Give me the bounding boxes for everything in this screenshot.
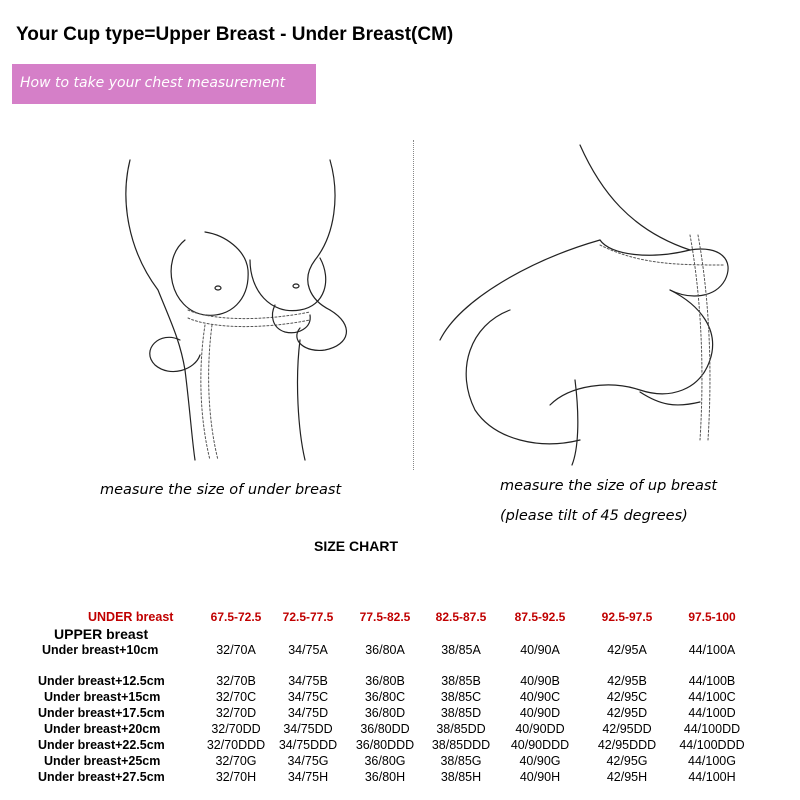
size-cell: 34/75B [288, 674, 328, 688]
size-cell: 32/70A [216, 643, 256, 657]
size-cell: 40/90DDD [510, 738, 570, 752]
under-breast-range-header: 87.5-92.5 [514, 610, 566, 624]
size-cell: 34/75A [288, 643, 328, 657]
size-cell: 36/80DDD [355, 738, 415, 752]
size-cell: 44/100B [688, 674, 736, 688]
size-cell: 36/80D [364, 706, 406, 720]
size-cell: 38/85B [441, 674, 481, 688]
size-cell: 38/85H [440, 770, 482, 784]
size-row-label: Under breast+27.5cm [38, 770, 165, 784]
under-breast-caption: measure the size of under breast [100, 482, 342, 498]
size-cell: 34/75C [287, 690, 329, 704]
banner-text: How to take your chest measurement [20, 75, 286, 91]
size-cell: 42/95D [606, 706, 648, 720]
size-cell: 32/70B [216, 674, 256, 688]
size-cell: 38/85G [440, 754, 482, 768]
size-cell: 42/95DDD [597, 738, 657, 752]
size-cell: 40/90H [519, 770, 561, 784]
size-cell: 32/70DDD [206, 738, 266, 752]
size-row-label: Under breast+20cm [44, 722, 161, 736]
size-cell: 40/90A [520, 643, 560, 657]
size-cell: 44/100D [688, 706, 736, 720]
size-cell: 32/70H [215, 770, 257, 784]
size-cell: 42/95G [606, 754, 648, 768]
size-cell: 44/100C [688, 690, 736, 704]
under-breast-measurement-illustration [100, 140, 380, 470]
size-cell: 34/75DD [283, 722, 333, 736]
size-cell: 32/70D [215, 706, 257, 720]
under-breast-range-header: 72.5-77.5 [282, 610, 334, 624]
size-cell: 34/75H [287, 770, 329, 784]
size-cell: 40/90C [519, 690, 561, 704]
size-row-label: Under breast+25cm [44, 754, 161, 768]
upper-breast-measurement-illustration [400, 140, 760, 470]
size-cell: 34/75D [287, 706, 329, 720]
size-chart-title: SIZE CHART [314, 538, 398, 554]
size-cell: 42/95DD [602, 722, 652, 736]
size-cell: 42/95A [607, 643, 647, 657]
under-breast-range-header: 67.5-72.5 [210, 610, 262, 624]
size-cell: 38/85DD [436, 722, 486, 736]
size-cell: 42/95B [607, 674, 647, 688]
page-title: Your Cup type=Upper Breast - Under Breast(CM) [16, 24, 454, 45]
size-cell: 42/95C [606, 690, 648, 704]
size-cell: 38/85DDD [431, 738, 491, 752]
size-cell: 36/80C [364, 690, 406, 704]
size-cell: 44/100DD [683, 722, 741, 736]
size-cell: 32/70G [215, 754, 257, 768]
size-cell: 36/80DD [360, 722, 410, 736]
size-cell: 36/80A [365, 643, 405, 657]
size-row-label: Under breast+22.5cm [38, 738, 165, 752]
size-row-label: Under breast+12.5cm [38, 674, 165, 688]
size-cell: 40/90DD [515, 722, 565, 736]
size-cell: 40/90G [519, 754, 561, 768]
size-cell: 32/70DD [211, 722, 261, 736]
size-cell: 40/90B [520, 674, 560, 688]
size-row-label: Under breast+17.5cm [38, 706, 165, 720]
size-cell: 32/70C [215, 690, 257, 704]
size-cell: 36/80H [364, 770, 406, 784]
size-cell: 36/80B [365, 674, 405, 688]
size-cell: 44/100A [688, 643, 736, 657]
size-cell: 38/85A [441, 643, 481, 657]
under-breast-range-header: 82.5-87.5 [435, 610, 487, 624]
size-cell: 44/100H [688, 770, 736, 784]
under-breast-range-header: 92.5-97.5 [601, 610, 653, 624]
size-cell: 38/85D [440, 706, 482, 720]
upper-breast-caption: measure the size of up breast [500, 478, 718, 494]
under-breast-header-label: UNDER breast [88, 610, 174, 624]
size-cell: 44/100DDD [679, 738, 745, 752]
size-cell: 44/100G [688, 754, 736, 768]
measurement-banner [12, 64, 316, 104]
size-row-label: Under breast+10cm [42, 643, 159, 657]
size-cell: 34/75DDD [278, 738, 338, 752]
under-breast-range-header: 77.5-82.5 [359, 610, 411, 624]
size-cell: 38/85C [440, 690, 482, 704]
upper-breast-header-label: UPPER breast [54, 626, 149, 642]
size-cell: 36/80G [364, 754, 406, 768]
under-breast-range-header: 97.5-100 [688, 610, 736, 624]
size-cell: 42/95H [606, 770, 648, 784]
tilt-instruction-caption: (please tilt of 45 degrees) [500, 508, 688, 524]
size-row-label: Under breast+15cm [44, 690, 161, 704]
size-cell: 40/90D [519, 706, 561, 720]
size-cell: 34/75G [287, 754, 329, 768]
